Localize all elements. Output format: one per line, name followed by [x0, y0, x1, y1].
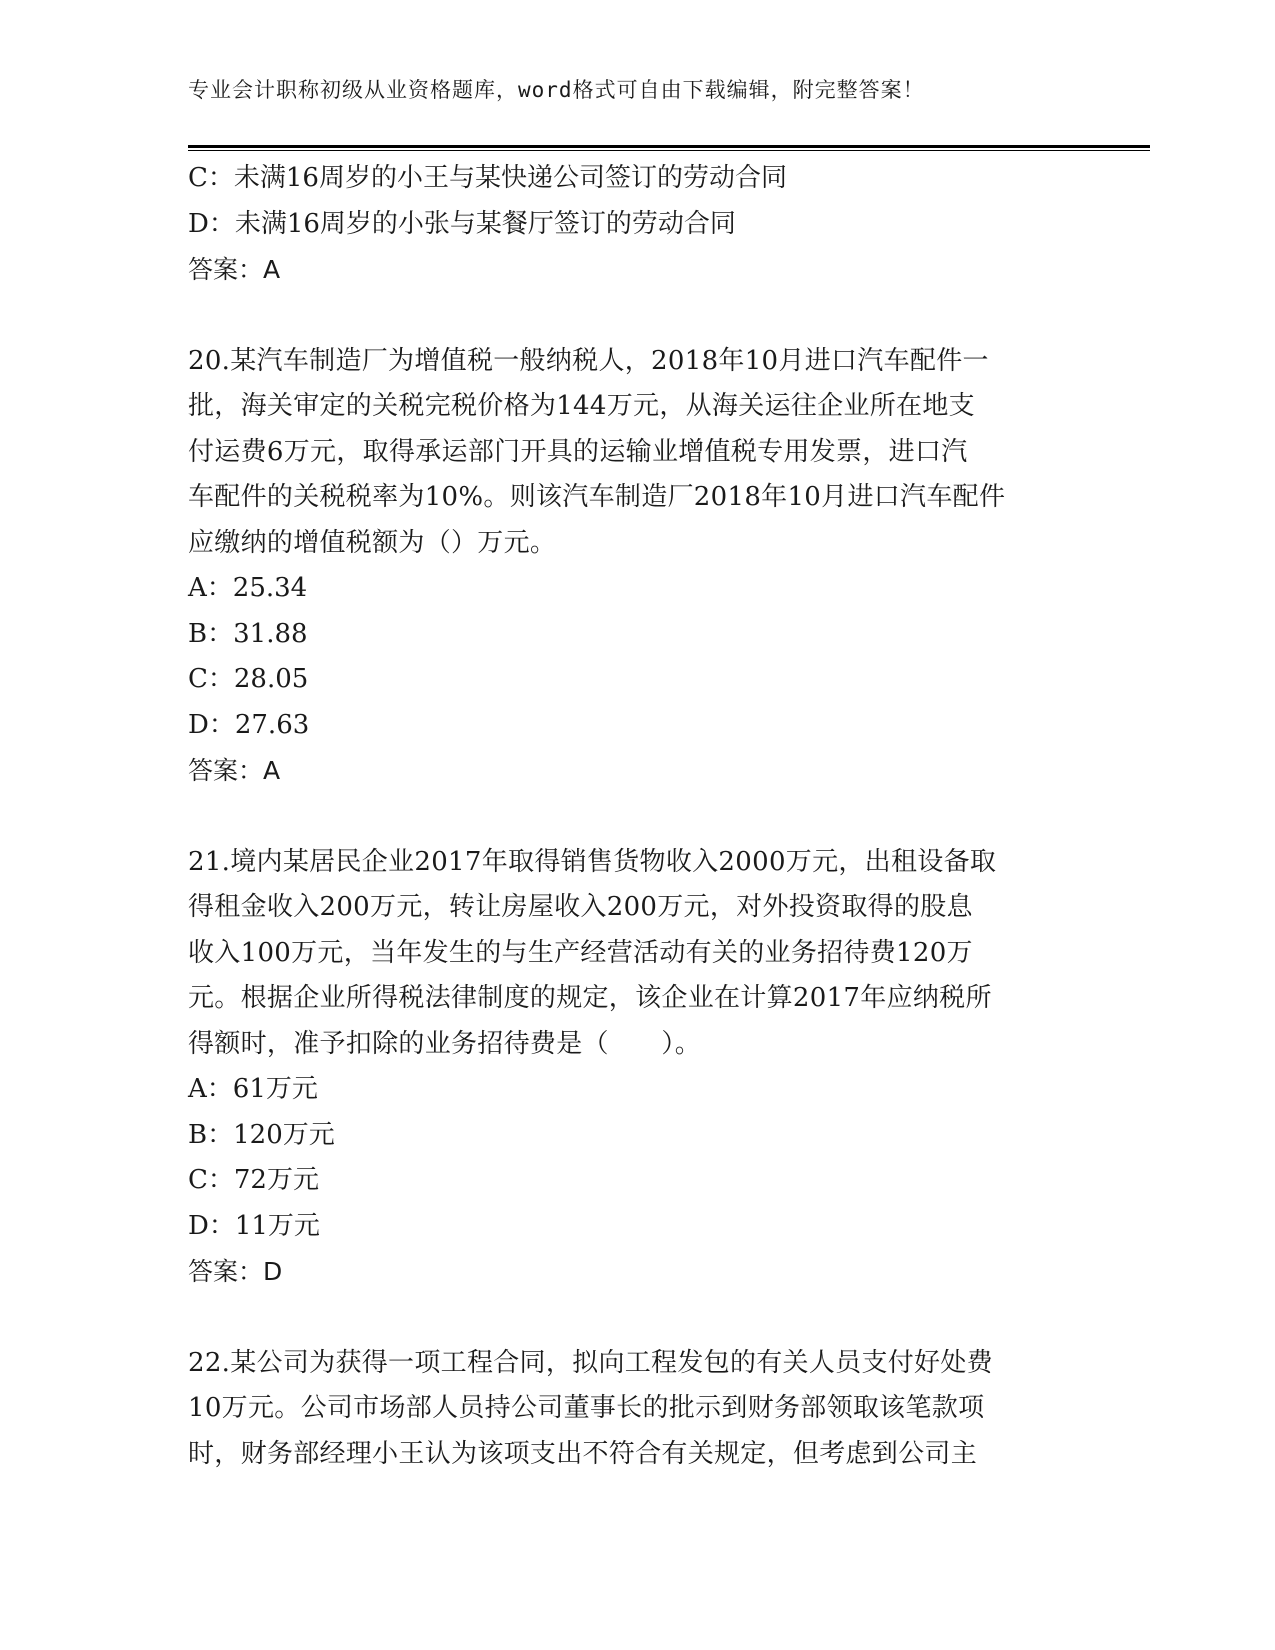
question-20-block: [188, 339, 1088, 794]
question-stem-line: 22.某公司为获得一项工程合同，拟向工程发包的有关人员支付好处费: [188, 1347, 993, 1378]
question-stem-line: 应缴纳的增值税额为（）万元。: [188, 527, 557, 558]
question-stem-line: 20.某汽车制造厂为增值税一般纳税人，2018年10月进口汽车配件一: [188, 345, 989, 376]
question-stem-line: 车配件的关税税率为10%。则该汽车制造厂2018年10月进口汽车配件: [188, 482, 1006, 512]
answer-line: 答案：A: [188, 255, 281, 284]
prev-question-block: [188, 156, 1088, 293]
page-header-title: 专业会计职称初级从业资格题库，word格式可自由下载编辑，附完整答案！: [188, 78, 925, 102]
question-stem-line: 21.境内某居民企业2017年取得销售货物收入2000万元，出租设备取: [188, 846, 997, 877]
answer-line: 答案：D: [188, 1257, 283, 1286]
question-stem-line: 收入100万元，当年发生的与生产经营活动有关的业务招待费120万: [188, 937, 973, 968]
question-21-block: [188, 840, 1088, 1295]
option-c: C：28.05: [188, 664, 309, 694]
option-d: D：11万元: [188, 1210, 320, 1241]
question-stem-line: 批，海关审定的关税完税价格为144万元，从海关运往企业所在地支: [188, 391, 975, 421]
option-d: D：未满16周岁的小张与某餐厅签订的劳动合同: [188, 208, 736, 239]
option-c: C：72万元: [188, 1165, 319, 1195]
header-divider-thick: [188, 145, 1150, 148]
question-content: [188, 156, 1088, 1477]
option-b: B：120万元: [188, 1119, 335, 1150]
option-b: B：31.88: [188, 618, 308, 649]
question-stem-line: 10万元。公司市场部人员持公司董事长的批示到财务部领取该笔款项: [188, 1393, 985, 1423]
question-stem-line: 时，财务部经理小王认为该项支出不符合有关规定，但考虑到公司主: [188, 1438, 978, 1469]
option-a: A：25.34: [188, 573, 308, 603]
question-stem-line: 得租金收入200万元，转让房屋收入200万元，对外投资取得的股息: [188, 892, 973, 922]
answer-line: 答案：A: [188, 756, 281, 785]
question-stem-line: 得额时，准予扣除的业务招待费是（ ）。: [188, 1028, 702, 1059]
option-d: D：27.63: [188, 709, 310, 740]
header-divider-thin: [188, 150, 1150, 151]
question-stem-line: 元。根据企业所得税法律制度的规定，该企业在计算2017年应纳税所: [188, 983, 992, 1013]
option-c: C：未满16周岁的小王与某快递公司签订的劳动合同: [188, 163, 787, 193]
question-22-block: [188, 1341, 1088, 1478]
question-stem-line: 付运费6万元，取得承运部门开具的运输业增值税专用发票，进口汽: [188, 436, 968, 467]
option-a: A：61万元: [188, 1074, 318, 1104]
